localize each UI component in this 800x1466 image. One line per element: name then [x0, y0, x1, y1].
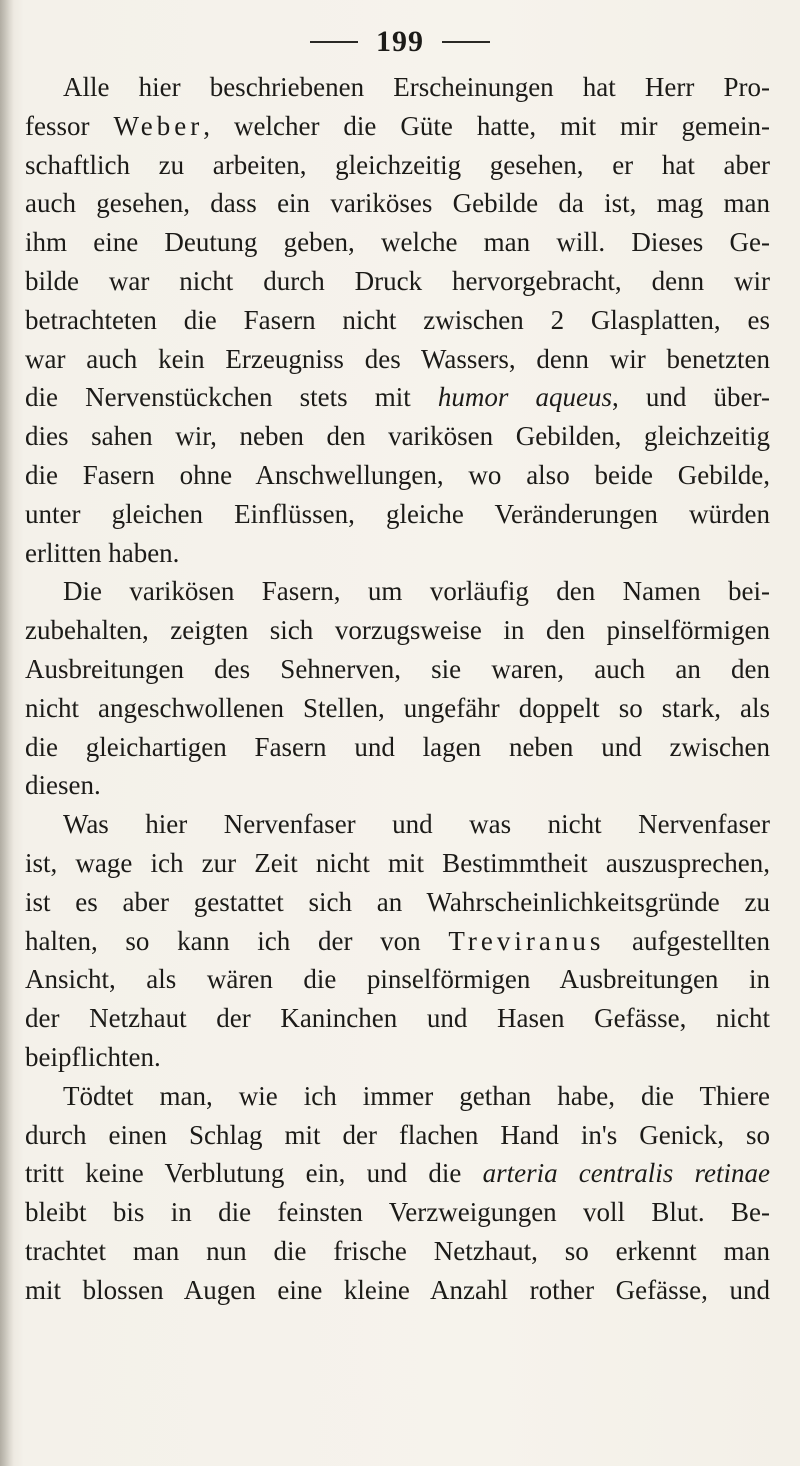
italic-term-arteria-centralis-retinae: arteria centralis retinae [482, 1158, 771, 1189]
text-line: die Fasern ohne Anschwellungen, wo also beide Gebilde, [25, 459, 770, 490]
text-line: bilde war nicht durch Druck hervorgebracht, denn wir [25, 265, 770, 296]
text-line: ist, wage ich zur Zeit nicht mit Bestimmtheit auszusprechen, [25, 847, 770, 878]
binding-shadow [0, 0, 14, 1466]
text-line: auch gesehen, dass ein variköses Gebilde da ist, mag man [25, 188, 770, 219]
text-line: durch einen Schlag mit der flachen Hand in's Genick, so [25, 1119, 770, 1150]
text-line: schaftlich zu arbeiten, gleichzeitig gesehen, er hat aber [25, 149, 770, 180]
text-line: ist es aber gestattet sich an Wahrscheinlichkeitsgründe zu [25, 886, 770, 917]
text-line: mit blossen Augen eine kleine Anzahl rother Gefässe, und [25, 1274, 770, 1305]
italic-term-humor-aqueus: humor aqueus [437, 382, 613, 413]
page-header [0, 22, 800, 62]
text-line: dies sahen wir, neben den varikösen Gebilden, gleichzeitig [25, 421, 770, 452]
text-line: Die varikösen Fasern, um vorläufig den Namen bei- [63, 576, 770, 607]
text-line: betrachteten die Fasern nicht zwischen 2 Glasplatten, es [25, 304, 770, 335]
text-line: halten, so kann ich der von Treviranus aufgestellten [25, 925, 770, 956]
author-name-treviranus: Treviranus [448, 925, 605, 956]
text-line: fessor Weber, welcher die Güte hatte, mit mir gemein- [25, 110, 770, 141]
text-line: erlitten haben. [25, 537, 180, 568]
text-line: die gleichartigen Fasern und lagen neben und zwischen [25, 731, 770, 762]
text-line: unter gleichen Einflüssen, gleiche Veränderungen würden [25, 498, 770, 529]
text-line: zubehalten, zeigten sich vorzugsweise in den pinselförmigen [25, 615, 770, 646]
text-line: Ansicht, als wären die pinselförmigen Ausbreitungen in [25, 964, 770, 995]
text-line: nicht angeschwollenen Stellen, ungefähr doppelt so stark, als [25, 692, 770, 723]
page-number: 199 [376, 25, 424, 58]
text-line: war auch kein Erzeugniss des Wassers, denn wir benetzten [25, 343, 770, 374]
text-line: bleibt bis in die feinsten Verzweigungen voll Blut. Be- [25, 1197, 770, 1228]
text-line: beipflichten. [25, 1041, 161, 1072]
header-dash-right [442, 41, 490, 43]
text-line: ihm eine Deutung geben, welche man will. Dieses Ge- [25, 227, 770, 258]
text-line: Alle hier beschriebenen Erscheinungen hat Herr Pro- [63, 72, 770, 102]
text-line: Ausbreitungen des Sehnerven, sie waren, auch an den [25, 653, 770, 684]
text-line: Was hier Nervenfaser und was nicht Nervenfaser [63, 809, 770, 840]
text-line: Tödtet man, wie ich immer gethan habe, die Thiere [63, 1080, 770, 1111]
body-text [25, 68, 770, 1310]
text-line: die Nervenstückchen stets mit humor aqueus, und über- [25, 382, 770, 413]
text-line: diesen. [25, 770, 101, 801]
text-line: der Netzhaut der Kaninchen und Hasen Gefässe, nicht [25, 1003, 770, 1034]
header-dash-left [310, 41, 358, 43]
text-line: tritt keine Verblutung ein, und die arteria centralis retinae [25, 1158, 771, 1189]
author-name-weber: Weber [113, 110, 204, 141]
text-line: trachtet man nun die frische Netzhaut, so erkennt man [25, 1235, 770, 1266]
